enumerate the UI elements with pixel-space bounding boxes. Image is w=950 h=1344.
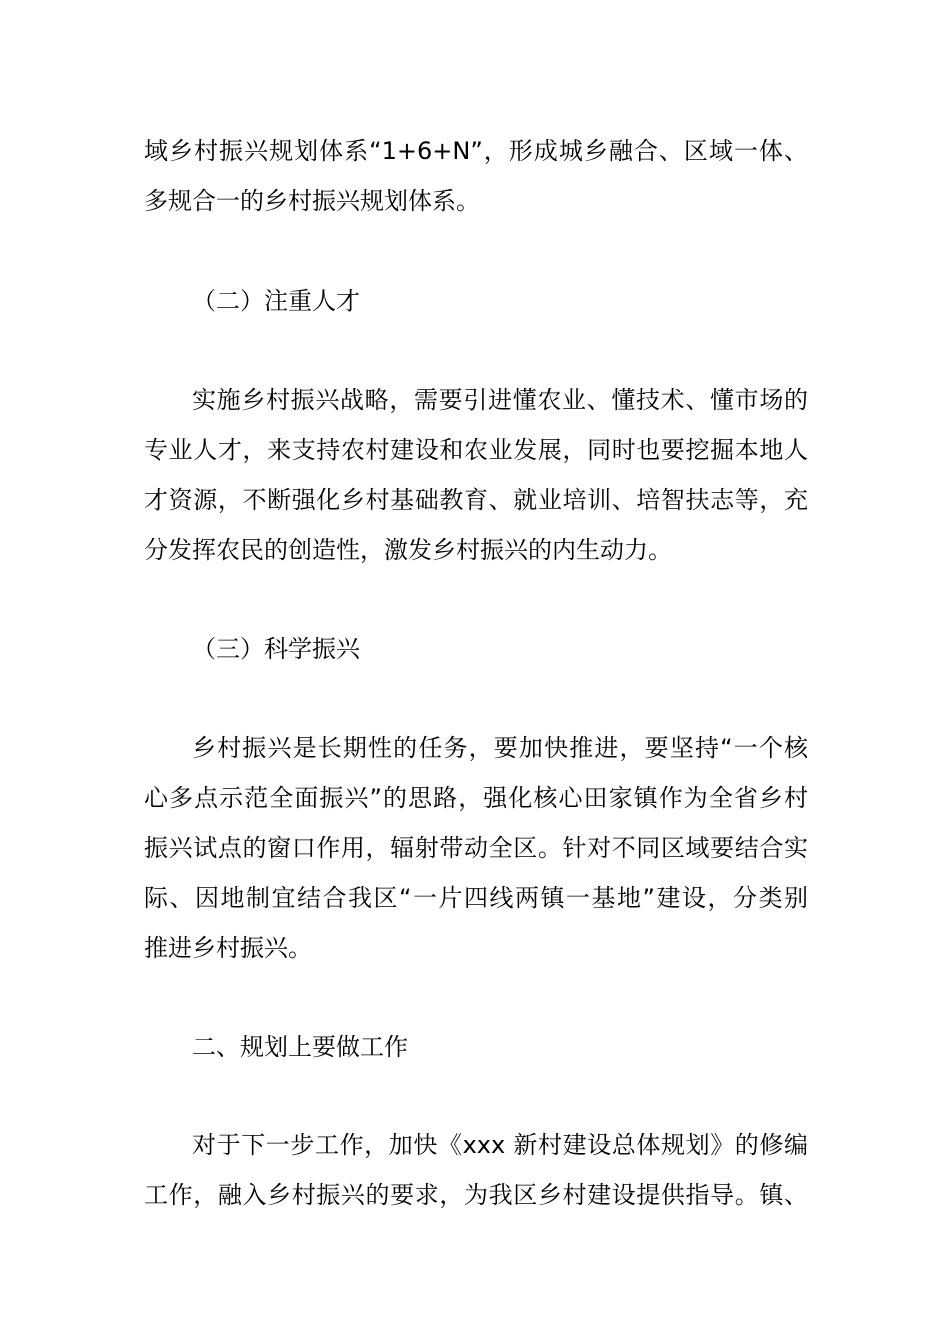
paragraph-science: [144, 723, 808, 973]
paragraph-line: 多规合一的乡村振兴规划体系。: [144, 187, 480, 215]
paragraph-work: [144, 1120, 808, 1220]
paragraph-line: 乡村振兴是长期性的任务，要加快推进，要坚持“一个核: [192, 734, 808, 762]
paragraph-line: 际、因地制宜结合我区“一片四线两镇一基地”建设，分类别: [144, 884, 808, 912]
paragraph-line: 才资源，不断强化乡村基础教育、就业培训、培智扶志等，充: [144, 486, 808, 514]
paragraph-line: 对于下一步工作，加快《xxx 新村建设总体规划》的修编: [192, 1131, 808, 1159]
section-heading-planning: 二、规划上要做工作: [192, 1033, 408, 1061]
paragraph-talent: [144, 375, 808, 575]
paragraph-line: 心多点示范全面振兴”的思路，强化核心田家镇作为全省乡村: [144, 784, 808, 812]
paragraph-line: 专业人才，来支持农村建设和农业发展，同时也要挖掘本地人: [144, 436, 808, 464]
paragraph-intro: [144, 126, 808, 226]
paragraph-line: 实施乡村振兴战略，需要引进懂农业、懂技术、懂市场的: [192, 386, 808, 414]
heading-talent: （二）注重人才: [192, 287, 360, 315]
paragraph-line: 推进乡村振兴。: [144, 934, 312, 962]
paragraph-line: 振兴试点的窗口作用，辐射带动全区。针对不同区域要结合实: [144, 834, 808, 862]
heading-science: （三）科学振兴: [192, 635, 360, 663]
paragraph-line: 工作，融入乡村振兴的要求，为我区乡村建设提供指导。镇、: [144, 1181, 808, 1209]
paragraph-line: 分发挥农民的创造性，激发乡村振兴的内生动力。: [144, 536, 672, 564]
paragraph-line: 域乡村振兴规划体系“1+6+N”，形成城乡融合、区域一体、: [144, 137, 808, 165]
